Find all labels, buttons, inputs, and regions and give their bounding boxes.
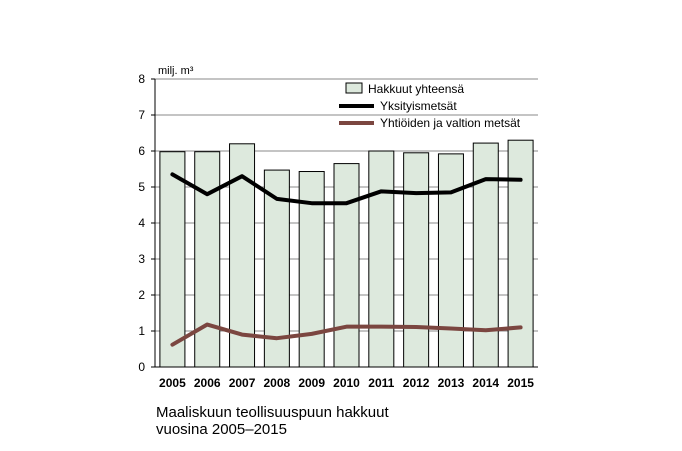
x-tick-label: 2005 <box>159 376 186 390</box>
x-tick-label: 2013 <box>437 376 465 390</box>
caption <box>156 404 389 438</box>
x-tick-label: 2009 <box>298 376 326 390</box>
y-ticks <box>138 72 155 374</box>
x-tick-label: 2014 <box>472 376 500 390</box>
legend-swatch-total <box>346 83 362 93</box>
caption-line-2: vuosina 2005–2015 <box>156 421 287 438</box>
legend-label-private: Yksityismetsät <box>380 99 457 113</box>
bar-2010 <box>334 164 359 367</box>
bar-2005 <box>160 152 185 367</box>
x-tick-label: 2012 <box>402 376 430 390</box>
bar-2014 <box>473 143 498 367</box>
x-tick-label: 2010 <box>333 376 360 390</box>
bar-2013 <box>438 154 463 367</box>
y-tick-label: 8 <box>138 72 145 86</box>
bar-2011 <box>369 151 394 367</box>
bar-2015 <box>508 140 533 367</box>
bar-2006 <box>195 152 220 367</box>
legend <box>339 82 521 130</box>
y-tick-label: 7 <box>138 108 145 122</box>
caption-line-1: Maaliskuun teollisuuspuun hakkuut <box>156 404 389 421</box>
x-tick-label: 2006 <box>193 376 221 390</box>
bars <box>160 140 533 367</box>
y-tick-label: 4 <box>138 216 145 230</box>
y-axis-label: milj. m³ <box>158 65 194 77</box>
y-tick-label: 3 <box>138 252 145 266</box>
bar-2012 <box>404 153 429 367</box>
legend-label-total: Hakkuut yhteensä <box>368 82 465 96</box>
x-tick-label: 2011 <box>368 376 395 390</box>
y-tick-label: 1 <box>138 324 145 338</box>
y-tick-label: 2 <box>138 288 145 302</box>
y-tick-label: 5 <box>138 180 145 194</box>
y-tick-label: 6 <box>138 144 145 158</box>
legend-label-company: Yhtiöiden ja valtion metsät <box>380 116 521 130</box>
x-ticks <box>159 376 534 390</box>
x-tick-label: 2008 <box>263 376 291 390</box>
x-tick-label: 2007 <box>228 376 256 390</box>
y-tick-label: 0 <box>138 360 145 374</box>
x-tick-label: 2015 <box>507 376 534 390</box>
